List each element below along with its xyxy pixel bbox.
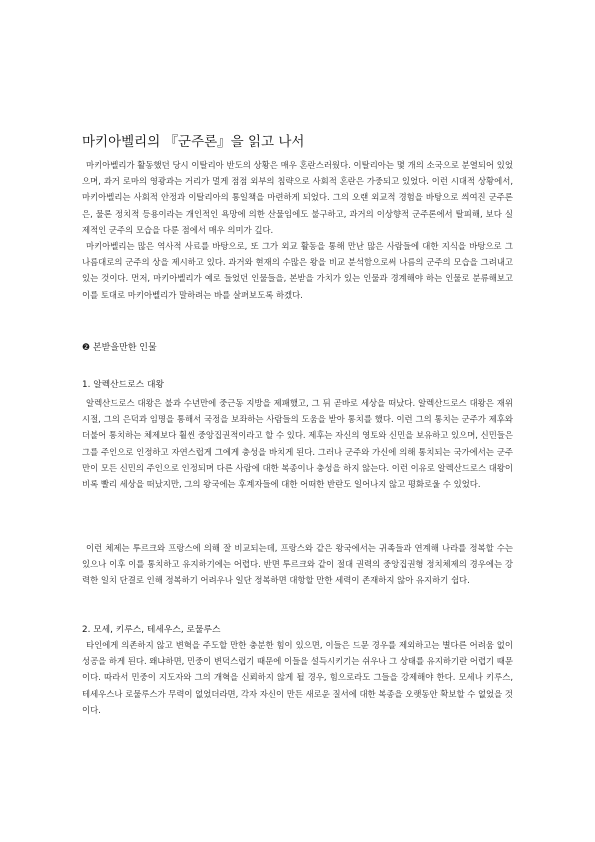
intro-paragraph-2: 마키아벨리는 많은 역사적 사료를 바탕으로, 또 그가 외교 활동을 통해 만난 많은 사람들에 대한 지식을 바탕으로 그 나름대로의 군주의 상을 제시하고 있다. 과거와 현재의 수많은 왕을 비교 분석함으로써 나름의 군주의 모습을 그려내고 있는 것이다. 먼저, 마키아벨리가 예로 들었던 인물들을, 본받을 가치가 있는 인물과 경계해야 하는 인물로 분류해보고 이를 토대로 마키아벨리가 말하려는 바를 살펴보도록 하겠다. xyxy=(82,241,513,300)
subsection-2-paragraph-1: 타인에게 의존하지 않고 변혁을 주도할 만한 충분한 힘이 있으면, 이들은 드문 경우를 제외하고는 별다른 어려움 없이 성공을 하게 된다. 왜냐하면, 민중이 변덕스럽기 때문에 이들을 설득시키기는 쉬우나 그 상태를 유지하기란 어렵기 때문이다. 따라서 민중이 지도자와 그의 개혁을 신뢰하지 않게 될 경우, 힘으로라도 그들을 강제해야 한다. 모세나 키루스, 테세우스나 로물루스가 무력이 없었더라면, 각자 자신이 만든 새로운 질서에 대한 복종을 오랫동안 확보할 수 없었을 것이다. xyxy=(82,640,513,715)
document-title: 마키아벨리의 『군주론』을 읽고 나서 xyxy=(82,134,305,150)
subsection-1-paragraph-2: 이런 체제는 투르크와 프랑스에 의해 잘 비교되는데, 프랑스와 같은 왕국에서는 귀족들과 연계해 나라를 정복할 수는 있으나 이후 이를 통치하고 유지하기에는 어렵다. 반면 투르크와 같이 절대 권력의 중앙집권형 정치체제의 경우에는 강력한 일치 단결로 인해 정복하기 어려우나 일단 정복하면 대항할 만한 세력이 존재하지 않아 유지하기 쉽다. xyxy=(82,543,513,586)
section-heading: ❷ 본받을만한 인물 xyxy=(82,343,157,353)
subsection-1-paragraph-1: 알렉산드로스 대왕은 불과 수년만에 중근동 지방을 제패했고, 그 뒤 곧바로 세상을 떠났다. 알렉산드로스 대왕은 재위시절, 그의 은덕과 임명을 통해서 국정을 보좌하는 사람들의 도움을 받아 통치를 했다. 이런 그의 통치는 군주가 제후와 더불어 통치하는 체제보다 훨씬 중앙집권적이라고 할 수 있다. 제후는 자신의 영토와 신민을 보유하고 있으며, 신민들은 그를 주인으로 인정하고 자연스럽게 그에게 충성을 바치게 된다. 그러나 군주와 가신에 의해 통치되는 국가에서는 군주만이 모든 신민의 주인으로 인정되며 다른 사람에 대한 복종이나 충성을 하지 않는다. 이런 이유로 알렉산드로스 대왕이 비록 빨리 세상을 떠났지만, 그의 왕국에는 후계자들에 대한 어떠한 반란도 일어나지 않고 평화로울 수 있었다. xyxy=(82,398,513,490)
subsection-1-heading: 1. 알렉산드로스 대왕 xyxy=(82,380,164,390)
intro-paragraph-1: 마키아벨리가 활동했던 당시 이탈리아 반도의 상황은 매우 혼란스러웠다. 이탈리아는 몇 개의 소국으로 분열되어 있었으며, 과거 로마의 영광과는 거리가 멀게 점점 외부의 침략으로 사회적 혼란은 가중되고 있었다. 이런 시대적 상황에서, 마키아벨리는 사회적 안정과 이탈리아의 통일책을 마련하게 되었다. 그의 오랜 외교적 경험을 바탕으로 씌여진 군주론은, 물론 정치적 등용이라는 개인적인 욕망에 의한 산물임에도 불구하고, 과거의 이상향적 군주론에서 탈피해, 보다 실제적인 군주의 모습을 다룬 점에서 매우 의미가 깊다. xyxy=(82,160,513,235)
subsection-2-heading: 2. 모세, 키루스, 테세우스, 로물루스 xyxy=(82,625,221,635)
